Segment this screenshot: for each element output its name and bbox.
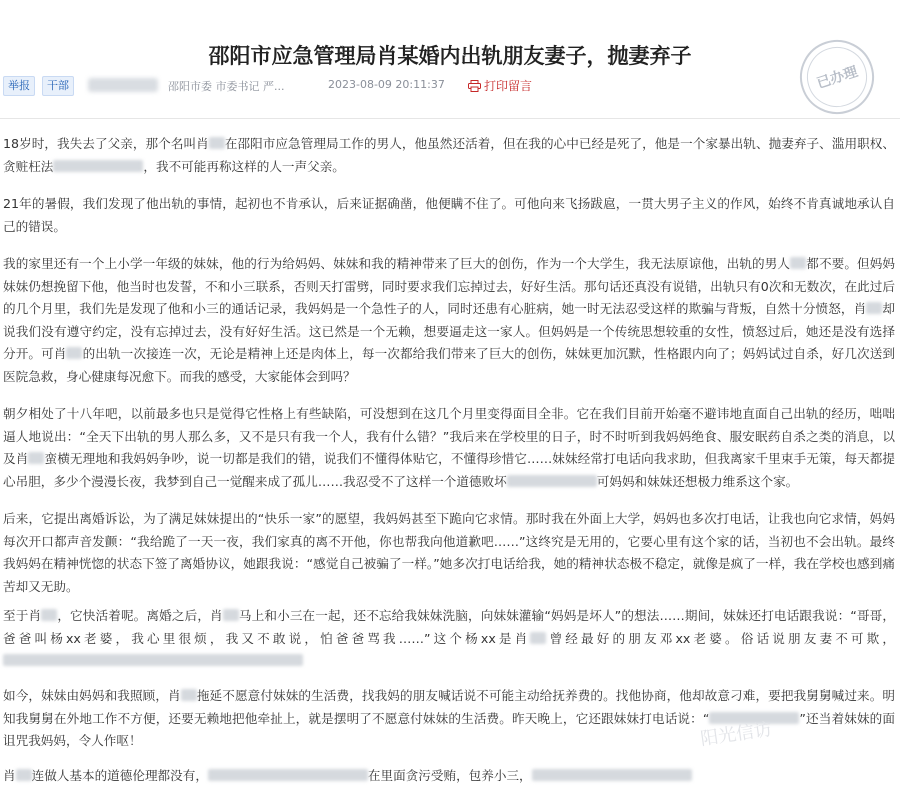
paragraph-5: 后来，它提出离婚诉讼，为了满足妹妹提出的“快乐一家”的愿望，我妈妈甚至下跪向它求情。那时我在外面上大学，妈妈也多次打电话，让我也向它求情，妈妈每次开口都声音发颤：“我给跪了一天一夜，我们家真的离不开他，你也帮我向他道歉吧……”这终究是无用的，它要心里有这个家的话，当初也不会出轨。最终我妈妈在精神恍惚的状态下签了离婚协议，她跟我说：“感觉自己被骗了一样。”她多次打电话给我，她的精神状态极不稳定，就像是疯了一样，我在学校也感到痛苦却又无助。 [3, 511, 895, 594]
paragraph-8 [3, 765, 895, 788]
p7-text-a: 如今，妹妹由妈妈和我照顾，肖 [3, 688, 181, 703]
tag-official[interactable]: 干部 [42, 76, 74, 96]
paragraph-3 [3, 253, 895, 388]
p4-text-a: 朝夕相处了十八年吧，以前最多也只是觉得它性格上有些缺陷，可没想到在这几个月里变得面目全非。它在我们目前开始毫不避讳地直面自己出轨的经历，咄咄逼人地说出：“全天下出轨的男人那么多，又不是只有我一个人，我有什么错？”我后来在学校里的日子，时不时听到我妈妈绝食、服安眠药自杀之类的消息，以及肖 [3, 406, 895, 466]
p1-text-c: ，我不可能再称这样的人一声父亲。 [143, 158, 345, 174]
redacted-text [790, 257, 806, 269]
redacted-name [66, 347, 82, 359]
print-label: 打印留言 [484, 79, 533, 93]
p7-text-c: ”还当着妹妹的面诅咒我妈妈，令人作呕！ [3, 710, 895, 748]
p3-text-c: 却说我们没有遵守约定，没有忘掉过去，没有好好生活。这已然是一个无赖，想要逼走这一家人。但妈妈是一个传统思想较重的女性，愤怒过后，她还是没有选择分开。可肖 [3, 301, 896, 361]
redacted-author [88, 78, 158, 92]
redacted-text [507, 475, 597, 487]
paragraph-1 [3, 133, 895, 178]
p6-text-b: ，它快活着呢。离婚之后，肖 [57, 608, 223, 623]
redacted-name [41, 609, 57, 621]
redacted-name [181, 689, 197, 701]
redacted-name [16, 769, 32, 781]
redacted-name [28, 452, 44, 464]
processed-stamp: 已办理 [790, 30, 883, 123]
redacted-text [208, 769, 368, 781]
p6-text-a: 至于肖 [3, 608, 42, 623]
redacted-name [530, 632, 546, 644]
printer-icon [468, 80, 481, 92]
p8-text-a: 肖 [3, 768, 16, 783]
tag-report[interactable]: 举报 [3, 76, 35, 96]
redacted-name [866, 302, 882, 314]
header-divider [0, 118, 900, 119]
paragraph-4 [3, 403, 895, 493]
p3-text-d: 的出轨一次接连一次，无论是精神上还是肉体上，每一次都给我们带来了巨大的创伤，妹妹更加沉默，性格跟内向了；妈妈试过自杀，好几次送到医院急救，身心健康每况愈下。而我的感受，大家能体会到吗？ [3, 346, 896, 384]
p4-text-c: 可妈妈和妹妹还想极力维系这个家。 [596, 473, 799, 489]
p3-text-a: 我的家里还有一个上小学一年级的妹妹，他的行为给妈妈、妹妹和我的精神带来了巨大的创伤，作为一个大学生，我无法原谅他，出轨的男人 [3, 256, 791, 271]
article-meta [0, 72, 900, 98]
p1-text-b: 在邵阳市应急管理局工作的男人，他虽然还活着，但在我的心中已经是死了，他是一个家暴出轨、抛妻弃子、滥用职权、贪赃枉法 [3, 136, 895, 174]
site-watermark: 阳光信访 [699, 719, 774, 750]
paragraph-2: 21年的暑假，我们发现了他出轨的事情，起初也不肯承认，后来证据确凿，他便瞒不住了。可他向来飞扬跋扈，一贯大男子主义的作风，始终不肯真诚地承认自己的错误。 [3, 196, 895, 234]
p1-text-a: 18岁时，我失去了父亲，那个名叫肖 [3, 136, 209, 151]
print-button[interactable] [468, 77, 532, 94]
redacted-text [53, 160, 143, 172]
p7-text-b: 拖延不愿意付妹妹的生活费，找我妈的朋友喊话说不可能主动给抚养费的。找他协商，他却故意刁难，要把我舅舅喊过来。明知我舅舅在外地工作不方便，还要无赖地把他牵扯上，就是摆明了不愿意付妹妹的生活费。昨天晚上，它还跟妹妹打电话说：“ [3, 688, 896, 726]
post-datetime: 2023-08-09 20:11:37 [328, 78, 445, 91]
p6-text-d: 曾经最好的朋友邓xx老婆。俗话说朋友妻不可欺， [546, 630, 896, 646]
redacted-text [532, 769, 692, 781]
p8-text-c: 在里面贪污受贿，包养小三， [367, 768, 532, 783]
paragraph-6 [3, 605, 895, 673]
p3-text-b: 都不要。但妈妈妹妹仍想挽留下他，他当时也发誓，不和小三联系，否则天打雷劈，同时要求我们忘掉过去，好好生活。那句话还真没有说错，出轨只有0次和无数次，在此过后的几个月里，我们先是发现了他和小三的通话记录，我妈妈是一个急性子的人，同时还患有心脏病，她一时无法忍受这样的欺骗与背叛，自然十分愤怒，肖 [3, 256, 896, 316]
redacted-text [3, 654, 303, 666]
redacted-name [209, 137, 225, 149]
p6-text-c: 马上和小三在一起，还不忘给我妹妹洗脑，向妹妹灌输“妈妈是坏人”的想法……期间，妹妹还打电话跟我说：“哥哥，爸爸叫杨xx老婆，我心里很烦，我又不敢说，怕爸爸骂我……”这个杨xx是肖 [3, 608, 896, 646]
redacted-name [223, 609, 239, 621]
p8-text-b: 连做人基本的道德伦理都没有， [31, 768, 208, 783]
p4-text-b: 蛮横无理地和我妈妈争吵，说一切都是我们的错，说我们不懂得体贴它，不懂得珍惜它……妹妹经常打电话向我求助，但我离家千里束手无策，每天都提心吊胆，多少个漫漫长夜，我梦到自己一觉醒来成了孤儿……我忍受不了这样一个道德败坏 [3, 451, 896, 489]
article-title: 邵阳市应急管理局肖某婚内出轨朋友妻子，抛妻弃子 [208, 44, 692, 69]
complaint-target: 邵阳市委 市委书记 严... [168, 80, 285, 93]
